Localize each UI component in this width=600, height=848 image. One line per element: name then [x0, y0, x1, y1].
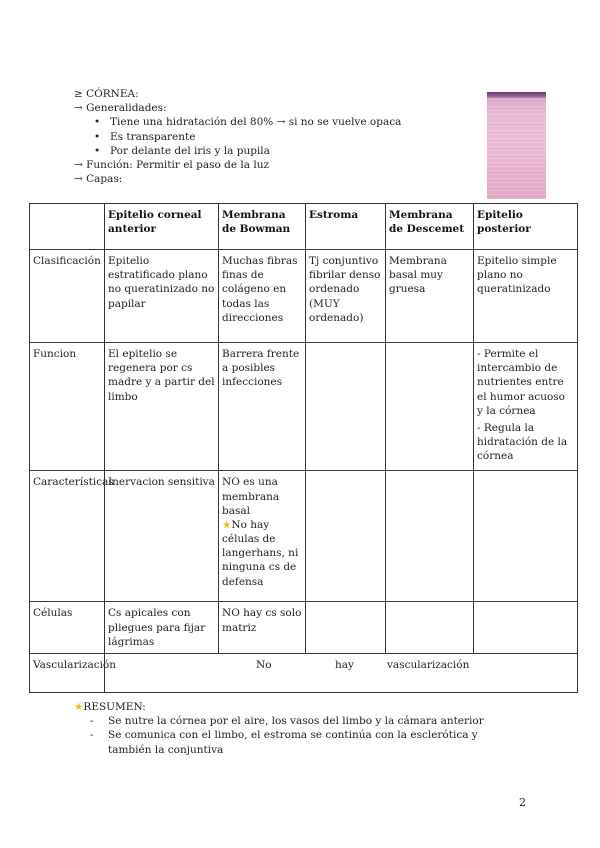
cornea-histology-image — [487, 92, 546, 199]
list-item: - Se nutre la córnea por el aire, los vasos del limbo y la cámara anterior — [108, 714, 514, 728]
row-label: Características — [30, 471, 105, 602]
list-item: • Tiene una hidratación del 80% → si no se vuelve opaca — [110, 115, 454, 129]
summary-section — [74, 700, 514, 757]
row-label: Células — [30, 602, 105, 654]
list-item: - Se comunica con el limbo, el estroma se continúa con la esclerótica y también la conjuntiva — [108, 728, 514, 756]
section-title: ≥ CÓRNEA: — [74, 88, 139, 100]
capas-label: → Capas: — [74, 173, 123, 186]
table-row-caracteristicas — [30, 471, 578, 602]
table-cell: Membrana basal muy gruesa — [386, 250, 474, 343]
table-header-row — [30, 204, 578, 250]
bowman-note: No hay células de langerhans, ni ninguna cs de defensa — [222, 518, 299, 588]
summary-title: RESUMEN: — [83, 701, 146, 713]
vasc-word: hay — [335, 658, 354, 671]
table-cell: Barrera frente a posibles infecciones — [219, 343, 306, 471]
table-cell — [306, 343, 386, 471]
cornea-layers-table — [29, 203, 578, 693]
table-cell — [306, 471, 386, 602]
star-icon: ★ — [74, 701, 84, 713]
table-row-clasificacion — [30, 250, 578, 343]
table-cell: NO hay cs solo matriz — [219, 602, 306, 654]
list-item: • Es transparente — [110, 130, 454, 144]
table-cell: Inervacion sensitiva — [105, 471, 219, 602]
table-row-celulas — [30, 602, 578, 654]
header-empty — [30, 204, 105, 250]
table-cell — [386, 471, 474, 602]
vascularization-merged-cell — [105, 653, 578, 692]
table-cell — [219, 471, 306, 602]
row-label: Clasificación — [30, 250, 105, 343]
page-number: 2 — [519, 796, 526, 809]
vasc-word: vascularización — [387, 658, 470, 671]
header-epitelio-anterior: Epitelio corneal anterior — [105, 204, 219, 250]
table-cell — [474, 602, 578, 654]
bowman-note-starred — [222, 518, 302, 589]
funcion-line: → Función: Permitir el paso de la luz — [74, 158, 270, 171]
star-icon: ★ — [222, 518, 232, 531]
generalidades-list — [90, 115, 454, 158]
vasc-word: No — [256, 658, 272, 671]
posterior-note: - Permite el intercambio de nutrientes entre el humor acuoso y la córnea — [477, 348, 566, 417]
table-cell — [386, 602, 474, 654]
table-cell — [474, 471, 578, 602]
header-bowman: Membrana de Bowman — [219, 204, 306, 250]
table-cell: Tj conjuntivo fibrilar denso ordenado (MUY ordenado) — [306, 250, 386, 343]
row-label: Funcion — [30, 343, 105, 471]
summary-title-line — [74, 700, 514, 714]
table-cell: Muchas fibras finas de colágeno en todas las direcciones — [219, 250, 306, 343]
table-cell: Cs apicales con pliegues para fijar lágrimas — [105, 602, 219, 654]
table-cell — [386, 343, 474, 471]
list-item: • Por delante del iris y la pupila — [110, 144, 454, 158]
table-cell: El epitelio se regenera por cs madre y a partir del limbo — [105, 343, 219, 471]
table-cell — [474, 343, 578, 471]
table-cell: Epitelio estratificado plano no queratinizado no papilar — [105, 250, 219, 343]
summary-list — [74, 714, 514, 757]
header-estroma: Estroma — [306, 204, 386, 250]
header-notes — [74, 87, 454, 186]
table-cell: Epitelio simple plano no queratinizado — [474, 250, 578, 343]
posterior-note: - Regula la hidratación de la córnea — [477, 421, 568, 463]
table-row-vascularizacion — [30, 653, 578, 692]
generalidades-label: → Generalidades: — [74, 102, 167, 115]
bowman-note: NO es una membrana basal — [222, 476, 280, 517]
header-descemet: Membrana de Descemet — [386, 204, 474, 250]
table-cell — [306, 602, 386, 654]
row-label: Vascularización — [30, 653, 105, 692]
header-epitelio-posterior: Epitelio posterior — [474, 204, 578, 250]
table-row-funcion — [30, 343, 578, 471]
